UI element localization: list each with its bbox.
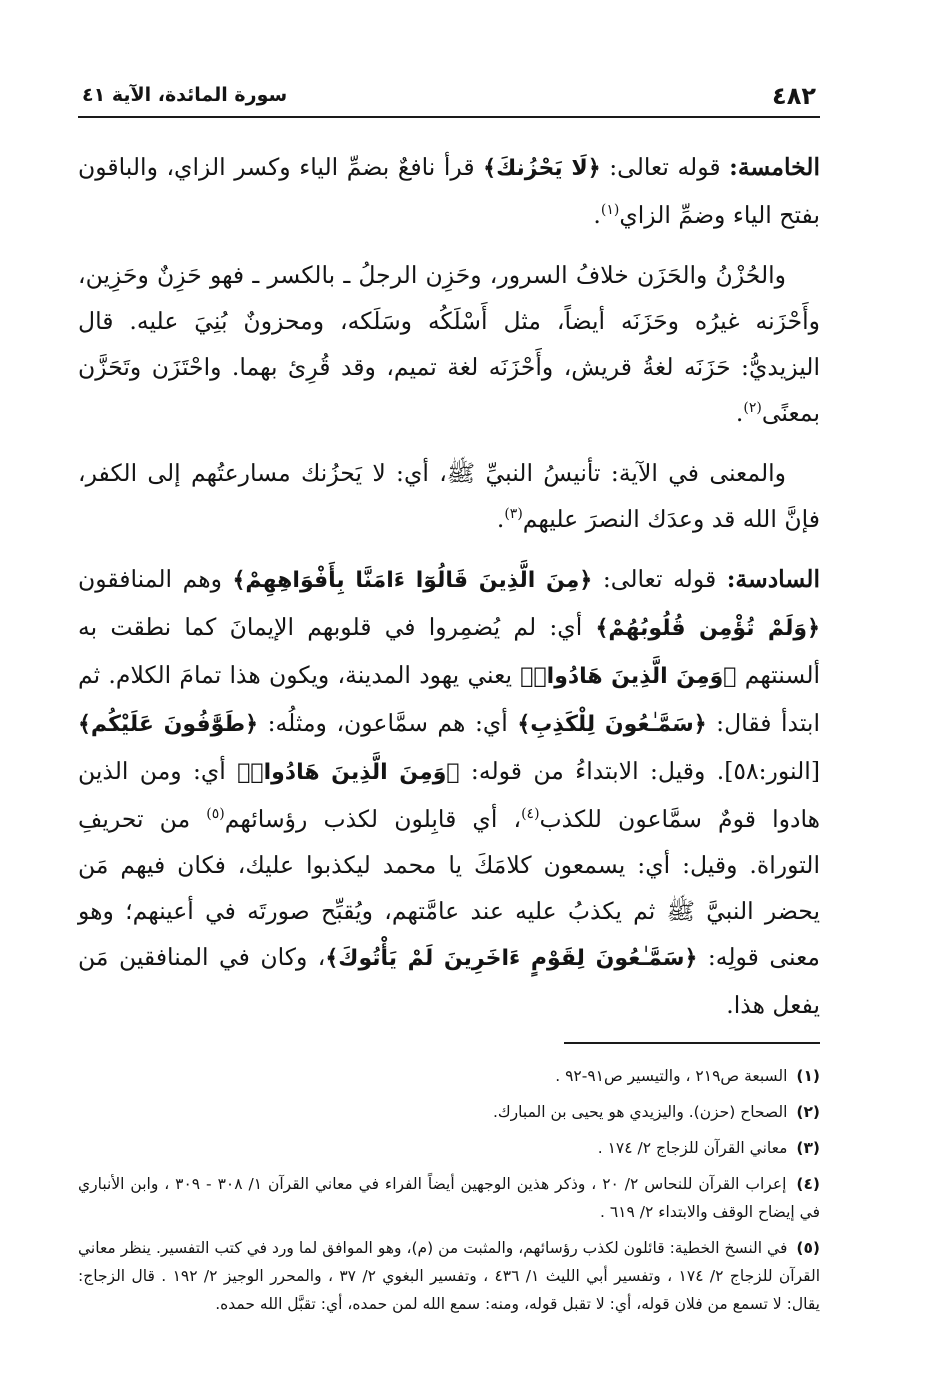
quran-verse: ﴿سَمَّـٰعُونَ لِلْكَذِبِ﴾ [517, 712, 707, 737]
text-run: . [735, 399, 744, 427]
section-lead-word: الخامسة: [729, 153, 821, 181]
footnotes [78, 1062, 820, 1318]
text-run: وهم المنافقون [78, 565, 233, 593]
text-run: قوله تعالى: [592, 565, 717, 593]
footnote-text: السبعة ص٢١٩ ، والتيسير ص٩١-٩٢ . [555, 1067, 788, 1085]
section-lead-word: السادسة: [726, 565, 820, 593]
text-run: [النور:٥٨]. وقيل: الابتداءُ من قوله: [459, 757, 820, 785]
text-run: أي: ومن الذين هادوا قومٌ سمَّاعون للكذب [78, 757, 820, 833]
book-page [78, 72, 820, 1362]
page-number: ٤٨٢ [772, 82, 816, 110]
quran-verse: ﴿وَمِنَ الَّذِينَ هَادُوا۟﴾ [520, 664, 737, 689]
running-head: سورة المائدة، الآية ٤١ [82, 84, 288, 106]
quran-verse: ﴿مِنَ الَّذِينَ قَالُوٓا ءَامَنَّا بِأَفْوَاهِهِمْ﴾ [232, 568, 593, 593]
text-run: أي: لم يُضمِروا في قلوبهم الإيمانَ كما نطقت به ألسنتهم [78, 613, 821, 689]
page-header [78, 72, 820, 118]
text-run: ، أي قابِلون لكذب رؤسائهم [224, 805, 522, 833]
quran-verse: ﴿وَلَمْ تُؤْمِن قُلُوبُهُمْ﴾ [595, 616, 820, 641]
text-run: يعني يهود المدينة، ويكون هذا تمامَ الكلام. ثم ابتدأ فقال: [78, 661, 820, 737]
footnote [78, 1134, 820, 1162]
main-text [78, 144, 820, 1028]
footnote-ref: (١) [600, 202, 620, 219]
footnote [78, 1170, 820, 1226]
footnote-text: في النسخ الخطية: قائلون لكذب رؤسائهم، والمثبت من (م)، وهو الموافق لما ورد في كتب التفسير. ينظر معاني القرآن للزجاج ٢/ ١٧٤ ، وتفسير أبي الليث ١/ ٤٣٦ ، وتفسير البغوي ٢/ ٣٧ ، والمحرر الوجيز ٢/ ١٩٢ . قال الزجاج: يقال: لا تسمع من فلان قوله، أي: لا تقبل قوله، ومنه: سمع الله لمن حمده، أي: تقبَّل الله حمده. [78, 1239, 821, 1313]
quran-verse: ﴿سَمَّـٰعُونَ لِقَوْمٍ ءَاخَرِينَ لَمْ يَأْتُوكَ﴾ [325, 946, 698, 971]
quran-verse: ﴿طَوَّٰفُونَ عَلَيْكُم﴾ [78, 712, 259, 737]
footnote [78, 1234, 820, 1318]
text-run: والحُزْنُ والحَزَن خلافُ السرور، وحَزِن الرجلُ ـ بالكسر ـ فهو حَزِنٌ وحَزِين، وأَحْزَنه غيرُه وحَزَنَه أيضاً، مثل أَسْلَكُه وسَلَكه، ومحزونٌ بُنِيَ عليه. قال اليزيديُّ: حَزَنَه لغةُ قريش، وأَحْزَنَه لغة تميم، وقد قُرِئ بهما. واحْتَزَن وتَحَزَّن بمعنًى [78, 261, 820, 427]
text-run: قرأ نافعٌ بضمِّ الياء وكسر الزاي، والباقون بفتح الياء وضمِّ الزاي [78, 153, 820, 229]
footnote-number: (٣) [796, 1139, 820, 1157]
footnote-ref: (٢) [743, 400, 762, 417]
paragraph [78, 556, 820, 1028]
quran-verse: ﴿لَا يَحْزُنكَ﴾ [483, 156, 601, 181]
footnote-ref: (٤) [521, 806, 540, 823]
footnote-ref: (٥) [206, 806, 225, 823]
footnote-divider [564, 1042, 820, 1044]
text-run: . [496, 505, 505, 533]
footnote-text: إعراب القرآن للنحاس ٢/ ٢٠ ، وذكر هذين الوجهين أيضاً الفراء في معاني القرآن ١/ ٣٠٨ - ٣٠٩ ، وابن الأنباري في إيضاح الوقف والابتداء ٢/ ٦١٩ . [78, 1175, 820, 1221]
paragraph [78, 450, 820, 542]
footnote-text: معاني القرآن للزجاج ٢/ ١٧٤ . [597, 1139, 788, 1157]
paragraph [78, 252, 820, 436]
text-run: أي: هم سمَّاعون، ومثلُه: [258, 709, 518, 737]
footnote-ref: (٣) [504, 506, 523, 523]
text-run: من تحريفِ التوراة. وقيل: أي: يسمعون كلامَكَ يا محمد ليكذبوا عليك، فكان فيهم مَن يحضر النبيَّ ﷺ ثم يكذبُ عليه عند عامَّتهم، ويُقبِّح صورتَه في أعينهم؛ وهو معنى قولِه: [78, 805, 820, 971]
quran-verse: ﴿وَمِنَ الَّذِينَ هَادُوا۟﴾ [237, 760, 460, 785]
text-run: . [593, 201, 601, 229]
footnote [78, 1062, 820, 1090]
footnote [78, 1098, 820, 1126]
footnote-number: (٥) [796, 1239, 820, 1257]
paragraph [78, 144, 820, 238]
text-run: قوله تعالى: [600, 153, 721, 181]
footnote-number: (١) [796, 1067, 820, 1085]
footnote-text: الصحاح (حزن). واليزيدي هو يحيى بن المبارك. [492, 1103, 788, 1121]
footnote-number: (٢) [796, 1103, 820, 1121]
footnote-number: (٤) [796, 1175, 820, 1193]
text-run: ، وكان في المنافقين مَن يفعل هذا. [78, 943, 820, 1019]
text-run: والمعنى في الآية: تأنيسُ النبيِّ ﷺ، أي: لا يَحزُنك مسارعتُهم إلى الكفر، فإنَّ الله قد وعدَك النصرَ عليهم [78, 459, 820, 533]
